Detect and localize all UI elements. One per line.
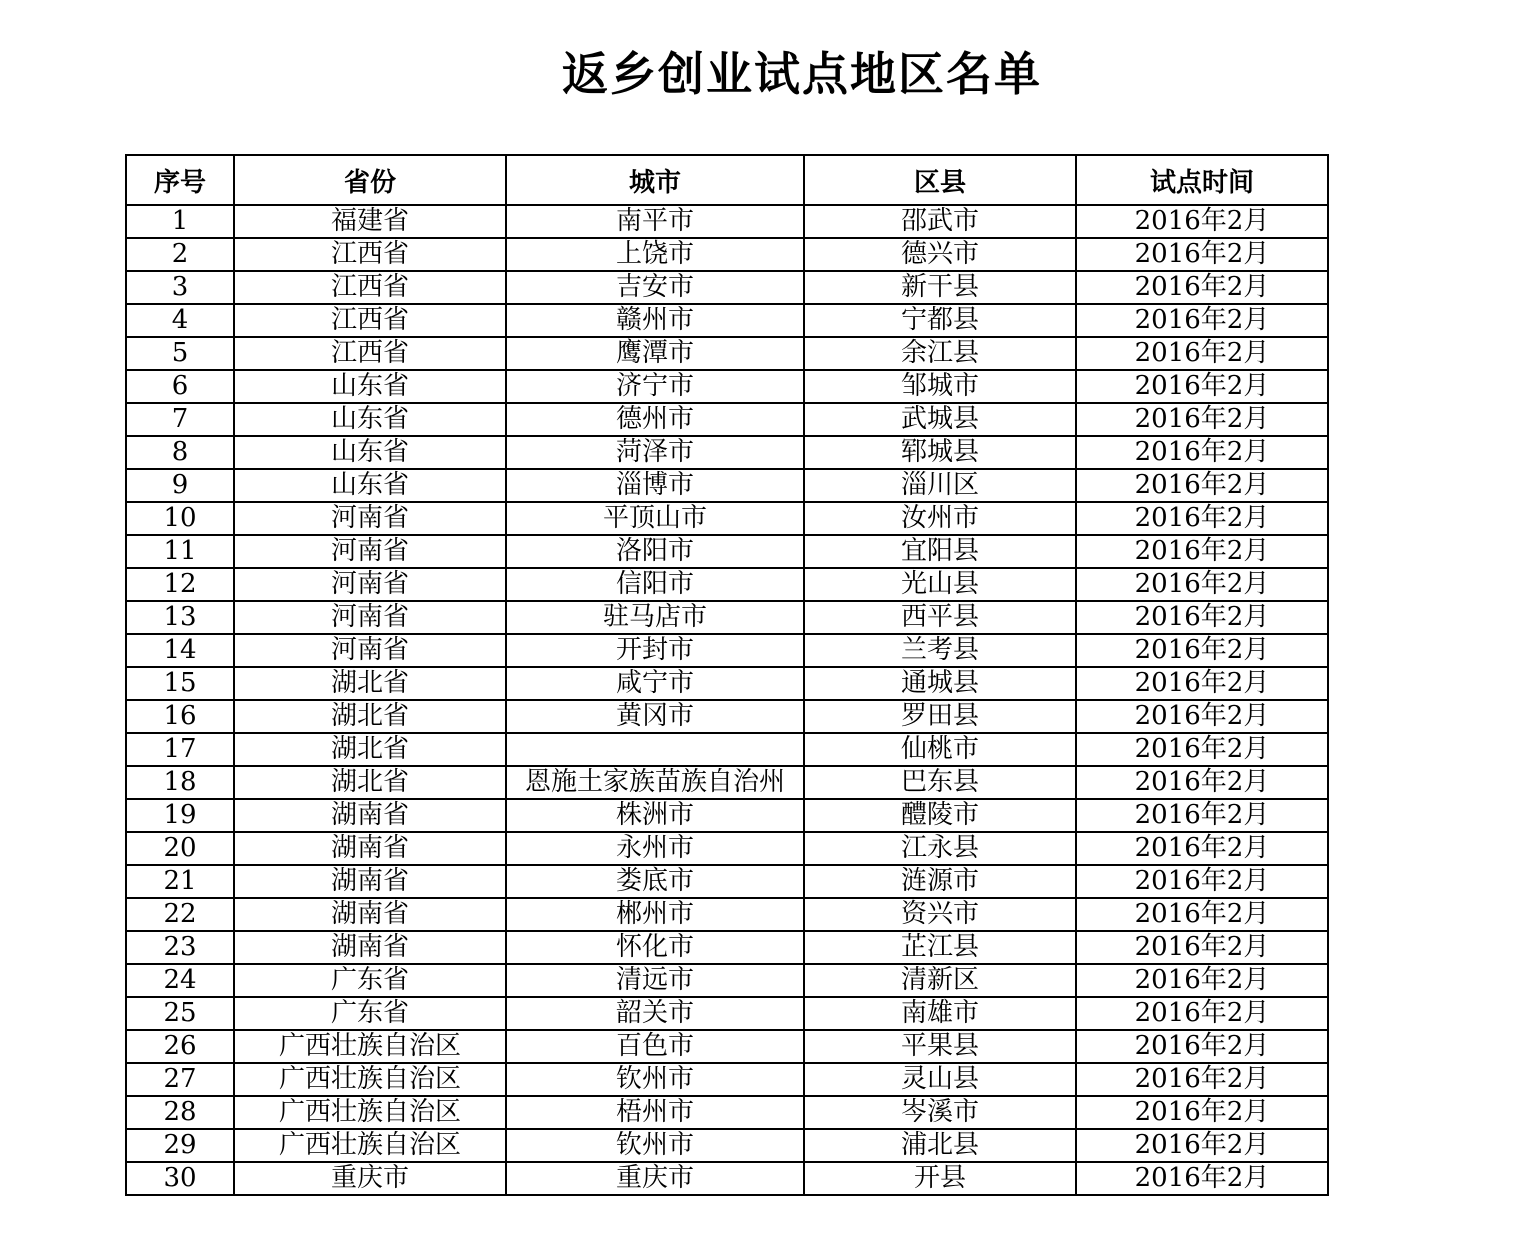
pilot-time-cell: 2016年2月 — [1076, 997, 1328, 1030]
city-cell: 上饶市 — [506, 238, 804, 271]
pilot-time-cell: 2016年2月 — [1076, 1129, 1328, 1162]
table-row — [126, 403, 1328, 436]
row-index: 30 — [126, 1162, 234, 1195]
pilot-time-cell: 2016年2月 — [1076, 337, 1328, 370]
province-cell: 湖南省 — [234, 799, 506, 832]
page-title: 返乡创业试点地区名单 — [562, 47, 1042, 101]
city-cell: 梧州市 — [506, 1096, 804, 1129]
province-cell: 河南省 — [234, 601, 506, 634]
county-cell: 通城县 — [804, 667, 1076, 700]
table-row — [126, 304, 1328, 337]
province-cell: 湖北省 — [234, 667, 506, 700]
table-row — [126, 1162, 1328, 1195]
header-province: 省份 — [234, 155, 506, 205]
table-row — [126, 238, 1328, 271]
county-cell: 邹城市 — [804, 370, 1076, 403]
pilot-time-cell: 2016年2月 — [1076, 898, 1328, 931]
row-index: 14 — [126, 634, 234, 667]
county-cell: 余江县 — [804, 337, 1076, 370]
row-index: 29 — [126, 1129, 234, 1162]
row-index: 7 — [126, 403, 234, 436]
province-cell: 河南省 — [234, 568, 506, 601]
table-row — [126, 997, 1328, 1030]
row-index: 25 — [126, 997, 234, 1030]
table-row — [126, 1129, 1328, 1162]
province-cell: 山东省 — [234, 469, 506, 502]
table-row — [126, 865, 1328, 898]
province-cell: 河南省 — [234, 502, 506, 535]
row-index: 21 — [126, 865, 234, 898]
county-cell: 岑溪市 — [804, 1096, 1076, 1129]
pilot-time-cell: 2016年2月 — [1076, 535, 1328, 568]
city-cell: 株洲市 — [506, 799, 804, 832]
city-cell: 菏泽市 — [506, 436, 804, 469]
city-cell: 吉安市 — [506, 271, 804, 304]
province-cell: 湖南省 — [234, 898, 506, 931]
table-row — [126, 436, 1328, 469]
pilot-time-cell: 2016年2月 — [1076, 469, 1328, 502]
province-cell: 广东省 — [234, 997, 506, 1030]
pilot-time-cell: 2016年2月 — [1076, 733, 1328, 766]
county-cell: 仙桃市 — [804, 733, 1076, 766]
city-cell: 咸宁市 — [506, 667, 804, 700]
pilot-time-cell: 2016年2月 — [1076, 931, 1328, 964]
county-cell: 邵武市 — [804, 205, 1076, 238]
province-cell: 山东省 — [234, 370, 506, 403]
province-cell: 广西壮族自治区 — [234, 1096, 506, 1129]
table-row — [126, 469, 1328, 502]
province-cell: 福建省 — [234, 205, 506, 238]
pilot-regions-table — [125, 154, 1329, 1196]
table-row — [126, 502, 1328, 535]
pilot-time-cell: 2016年2月 — [1076, 667, 1328, 700]
table-row — [126, 832, 1328, 865]
pilot-time-cell: 2016年2月 — [1076, 1096, 1328, 1129]
province-cell: 湖南省 — [234, 865, 506, 898]
city-cell: 怀化市 — [506, 931, 804, 964]
row-index: 24 — [126, 964, 234, 997]
table-row — [126, 799, 1328, 832]
city-cell: 开封市 — [506, 634, 804, 667]
table-row — [126, 1096, 1328, 1129]
county-cell: 清新区 — [804, 964, 1076, 997]
pilot-time-cell: 2016年2月 — [1076, 568, 1328, 601]
county-cell: 淄川区 — [804, 469, 1076, 502]
city-cell: 永州市 — [506, 832, 804, 865]
province-cell: 河南省 — [234, 535, 506, 568]
county-cell: 南雄市 — [804, 997, 1076, 1030]
city-cell: 淄博市 — [506, 469, 804, 502]
province-cell: 广西壮族自治区 — [234, 1129, 506, 1162]
row-index: 17 — [126, 733, 234, 766]
province-cell: 广西壮族自治区 — [234, 1030, 506, 1063]
row-index: 13 — [126, 601, 234, 634]
pilot-time-cell: 2016年2月 — [1076, 700, 1328, 733]
table-row — [126, 931, 1328, 964]
table-row — [126, 370, 1328, 403]
province-cell: 江西省 — [234, 238, 506, 271]
city-cell: 济宁市 — [506, 370, 804, 403]
city-cell: 恩施土家族苗族自治州 — [506, 766, 804, 799]
county-cell: 宁都县 — [804, 304, 1076, 337]
row-index: 9 — [126, 469, 234, 502]
county-cell: 资兴市 — [804, 898, 1076, 931]
row-index: 5 — [126, 337, 234, 370]
city-cell: 洛阳市 — [506, 535, 804, 568]
pilot-time-cell: 2016年2月 — [1076, 403, 1328, 436]
table-row — [126, 964, 1328, 997]
county-cell: 灵山县 — [804, 1063, 1076, 1096]
header-pilot-time: 试点时间 — [1076, 155, 1328, 205]
county-cell: 西平县 — [804, 601, 1076, 634]
city-cell: 信阳市 — [506, 568, 804, 601]
city-cell: 赣州市 — [506, 304, 804, 337]
row-index: 3 — [126, 271, 234, 304]
city-cell: 钦州市 — [506, 1129, 804, 1162]
pilot-time-cell: 2016年2月 — [1076, 1030, 1328, 1063]
row-index: 10 — [126, 502, 234, 535]
row-index: 20 — [126, 832, 234, 865]
province-cell: 湖南省 — [234, 832, 506, 865]
header-city: 城市 — [506, 155, 804, 205]
row-index: 27 — [126, 1063, 234, 1096]
pilot-time-cell: 2016年2月 — [1076, 799, 1328, 832]
row-index: 11 — [126, 535, 234, 568]
county-cell: 芷江县 — [804, 931, 1076, 964]
header-county: 区县 — [804, 155, 1076, 205]
table-row — [126, 700, 1328, 733]
row-index: 8 — [126, 436, 234, 469]
city-cell: 百色市 — [506, 1030, 804, 1063]
pilot-time-cell: 2016年2月 — [1076, 205, 1328, 238]
row-index: 12 — [126, 568, 234, 601]
pilot-time-cell: 2016年2月 — [1076, 832, 1328, 865]
county-cell: 德兴市 — [804, 238, 1076, 271]
city-cell: 钦州市 — [506, 1063, 804, 1096]
city-cell: 娄底市 — [506, 865, 804, 898]
row-index: 18 — [126, 766, 234, 799]
pilot-time-cell: 2016年2月 — [1076, 964, 1328, 997]
city-cell: 驻马店市 — [506, 601, 804, 634]
county-cell: 浦北县 — [804, 1129, 1076, 1162]
county-cell: 平果县 — [804, 1030, 1076, 1063]
city-cell: 黄冈市 — [506, 700, 804, 733]
province-cell: 江西省 — [234, 271, 506, 304]
county-cell: 开县 — [804, 1162, 1076, 1195]
table-row — [126, 898, 1328, 931]
city-cell: 重庆市 — [506, 1162, 804, 1195]
province-cell: 湖北省 — [234, 733, 506, 766]
city-cell: 韶关市 — [506, 997, 804, 1030]
county-cell: 汝州市 — [804, 502, 1076, 535]
province-cell: 广东省 — [234, 964, 506, 997]
row-index: 22 — [126, 898, 234, 931]
row-index: 19 — [126, 799, 234, 832]
city-cell: 清远市 — [506, 964, 804, 997]
table-row — [126, 337, 1328, 370]
table-row — [126, 1030, 1328, 1063]
pilot-time-cell: 2016年2月 — [1076, 1162, 1328, 1195]
city-cell: 郴州市 — [506, 898, 804, 931]
table-row — [126, 568, 1328, 601]
pilot-time-cell: 2016年2月 — [1076, 370, 1328, 403]
city-cell: 平顶山市 — [506, 502, 804, 535]
row-index: 26 — [126, 1030, 234, 1063]
province-cell: 湖北省 — [234, 766, 506, 799]
row-index: 2 — [126, 238, 234, 271]
pilot-time-cell: 2016年2月 — [1076, 601, 1328, 634]
city-cell — [506, 733, 804, 766]
pilot-time-cell: 2016年2月 — [1076, 865, 1328, 898]
county-cell: 罗田县 — [804, 700, 1076, 733]
table-row — [126, 634, 1328, 667]
table-row — [126, 205, 1328, 238]
pilot-time-cell: 2016年2月 — [1076, 304, 1328, 337]
table-row — [126, 667, 1328, 700]
province-cell: 河南省 — [234, 634, 506, 667]
row-index: 15 — [126, 667, 234, 700]
table-row — [126, 766, 1328, 799]
table-header-row — [126, 155, 1328, 205]
row-index: 1 — [126, 205, 234, 238]
pilot-time-cell: 2016年2月 — [1076, 238, 1328, 271]
province-cell: 山东省 — [234, 436, 506, 469]
row-index: 28 — [126, 1096, 234, 1129]
city-cell: 鹰潭市 — [506, 337, 804, 370]
pilot-time-cell: 2016年2月 — [1076, 766, 1328, 799]
pilot-time-cell: 2016年2月 — [1076, 436, 1328, 469]
province-cell: 重庆市 — [234, 1162, 506, 1195]
province-cell: 江西省 — [234, 304, 506, 337]
county-cell: 武城县 — [804, 403, 1076, 436]
county-cell: 涟源市 — [804, 865, 1076, 898]
province-cell: 广西壮族自治区 — [234, 1063, 506, 1096]
province-cell: 湖南省 — [234, 931, 506, 964]
row-index: 6 — [126, 370, 234, 403]
county-cell: 江永县 — [804, 832, 1076, 865]
pilot-time-cell: 2016年2月 — [1076, 1063, 1328, 1096]
header-index: 序号 — [126, 155, 234, 205]
pilot-time-cell: 2016年2月 — [1076, 634, 1328, 667]
city-cell: 南平市 — [506, 205, 804, 238]
table-row — [126, 1063, 1328, 1096]
city-cell: 德州市 — [506, 403, 804, 436]
province-cell: 湖北省 — [234, 700, 506, 733]
county-cell: 醴陵市 — [804, 799, 1076, 832]
county-cell: 宜阳县 — [804, 535, 1076, 568]
county-cell: 兰考县 — [804, 634, 1076, 667]
row-index: 23 — [126, 931, 234, 964]
county-cell: 郓城县 — [804, 436, 1076, 469]
county-cell: 新干县 — [804, 271, 1076, 304]
row-index: 16 — [126, 700, 234, 733]
table-row — [126, 535, 1328, 568]
county-cell: 光山县 — [804, 568, 1076, 601]
province-cell: 山东省 — [234, 403, 506, 436]
table-row — [126, 601, 1328, 634]
table-row — [126, 271, 1328, 304]
pilot-time-cell: 2016年2月 — [1076, 502, 1328, 535]
table-body — [126, 205, 1328, 1195]
province-cell: 江西省 — [234, 337, 506, 370]
table-row — [126, 733, 1328, 766]
county-cell: 巴东县 — [804, 766, 1076, 799]
pilot-time-cell: 2016年2月 — [1076, 271, 1328, 304]
row-index: 4 — [126, 304, 234, 337]
